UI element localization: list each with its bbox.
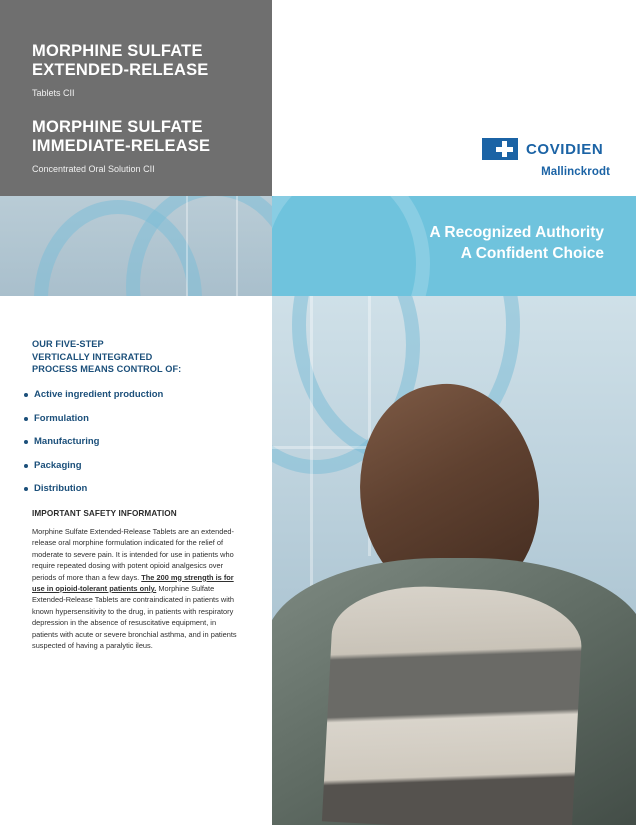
list-item: Active ingredient production [24,389,254,401]
important-safety-information [32,509,238,651]
content-area [0,296,636,825]
product-2-subtitle: Concentrated Oral Solution CII [32,164,155,174]
five-step-line-1: OUR FIVE-STEP [32,339,104,349]
product-title-extended-release [32,42,262,99]
list-item: Formulation [24,413,254,425]
list-item: Manufacturing [24,436,254,448]
logo-brand-text: COVIDIEN [526,140,604,158]
tagline-line-1: A Recognized Authority [429,224,604,241]
logo-sub-brand-text: Mallinckrodt [541,166,610,178]
covidien-cross-icon [482,138,518,160]
product-2-line-1: MORPHINE SULFATE [32,118,203,136]
safety-text-part-1: Morphine Sulfate Extended-Release Tablets are an extended-release oral morphine formulation indicated for the relief of moderate to severe pain. It is intended for use in patients who require repeated dosing with potent opioid analgesics over periods of more than a few days. [32,527,235,582]
safety-paragraph [32,526,238,651]
five-step-line-2: VERTICALLY INTEGRATED [32,351,153,362]
product-1-line-2: EXTENDED-RELEASE [32,61,209,79]
smiling-man-with-scarf-photo [272,296,636,825]
product-2-line-2: IMMEDIATE-RELEASE [32,137,211,155]
photo-subject-scarf [322,582,584,825]
tagline [429,222,604,264]
covidien-logo [482,138,610,178]
list-item: Distribution [24,483,254,495]
product-1-subtitle: Tablets CII [32,88,75,98]
product-1-line-1: MORPHINE SULFATE [32,42,203,60]
header-band [0,0,636,196]
photo-top-strip [0,196,272,296]
list-item: Packaging [24,460,254,472]
safety-text-part-2: Morphine Sulfate Extended-Release Tablets are contraindicated in patients with known hypersensitivity to the drug, in patients with respiratory depression in the absence of resuscitative equipment, in patients with acute or severe bronchial asthma, and in patients suspected of having a paralytic ileus. [32,584,237,651]
product-title-immediate-release [32,118,262,175]
five-step-heading [32,338,242,376]
five-step-line-3: PROCESS MEANS CONTROL OF: [32,364,182,375]
left-text-column [0,296,272,825]
tagline-line-2: A Confident Choice [460,245,604,262]
safety-text-underlined: The 200 mg strength is for use in opioid-tolerant patients only. [32,572,234,594]
five-step-bullet-list [24,389,254,507]
tagline-band [0,196,636,296]
safety-heading: IMPORTANT SAFETY INFORMATION [32,509,177,518]
